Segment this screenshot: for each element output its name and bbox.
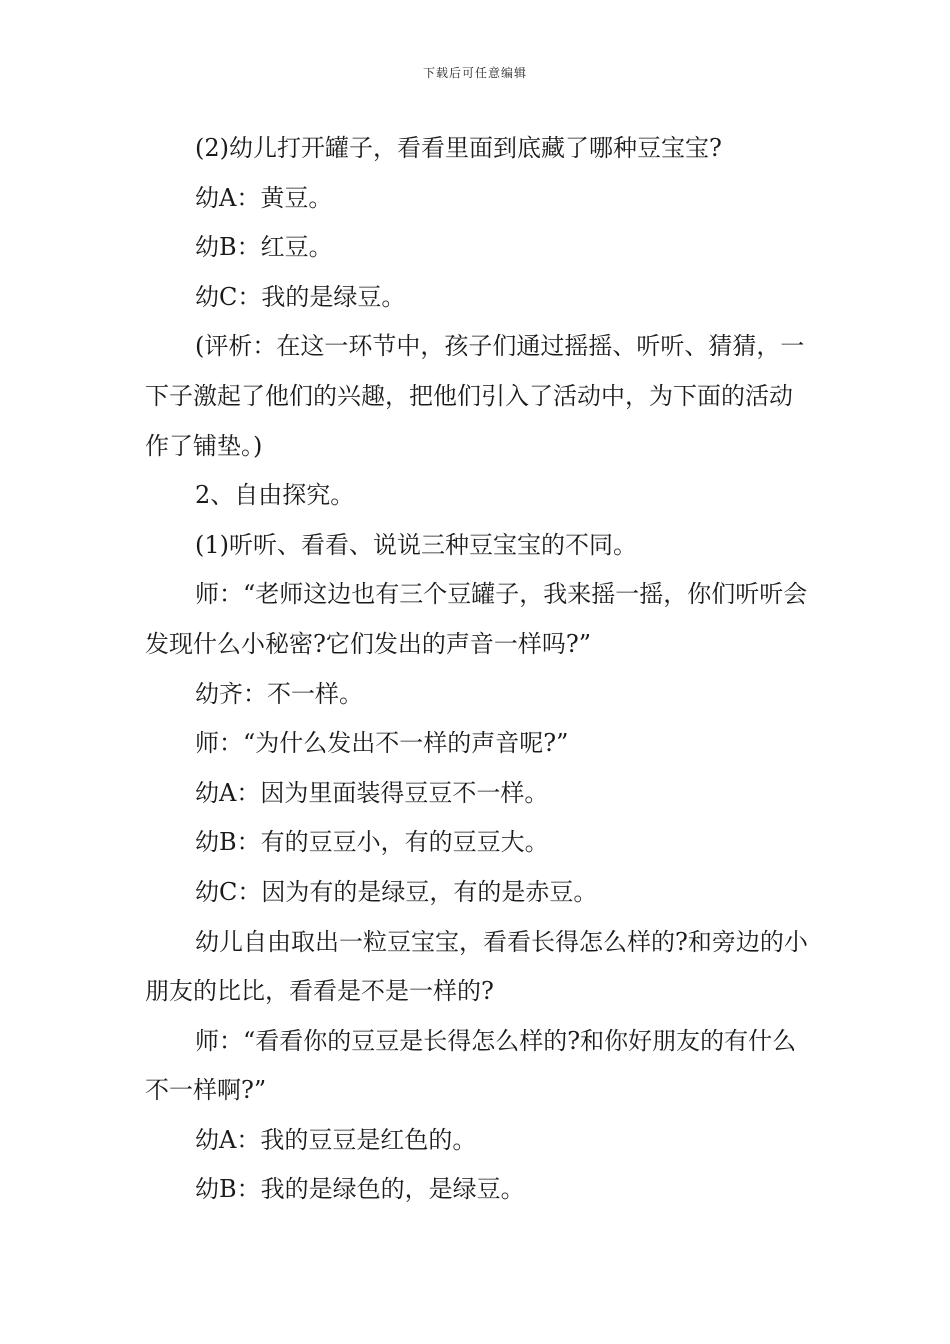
paragraph-13: 幼C：因为有的是绿豆，有的是赤豆。 [195,877,598,906]
paragraph-9: 幼齐：不一样。 [195,679,363,708]
paragraph-11: 幼A：因为里面装得豆豆不一样。 [195,778,549,807]
paragraph-3: 幼B：红豆。 [195,233,333,262]
page-header: 下载后可任意编辑 [422,66,527,80]
paragraph-8: 师：“老师这边也有三个豆罐子，我来摇一摇，你们听听会发现什么小秘密?它们发出的声音一样吗?” [145,580,808,658]
paragraph-6: 2、自由探究。 [195,481,355,510]
paragraph-7: (1)听听、看看、说说三种豆宝宝的不同。 [195,530,637,559]
paragraph-12: 幼B：有的豆豆小，有的豆豆大。 [195,828,549,857]
paragraph-4: 幼C：我的是绿豆。 [195,282,406,311]
paragraph-16: 幼A：我的豆豆是红色的。 [195,1125,477,1154]
paragraph-15: 师：“看看你的豆豆是长得怎么样的?和你好朋友的有什么不一样啊?” [145,1026,797,1105]
paragraph-17: 幼B：我的是绿色的，是绿豆。 [195,1175,525,1204]
paragraph-5: (评析：在这一环节中，孩子们通过摇摇、听听、猜猜，一下子激起了他们的兴趣，把他们引入了活动中，为下面的活动作了铺垫。) [145,332,805,460]
document-body [145,124,815,1215]
paragraph-2: 幼A：黄豆。 [195,183,333,212]
paragraph-14: 幼儿自由取出一粒豆宝宝，看看长得怎么样的?和旁边的小朋友的比比，看看是不是一样的? [145,927,808,1006]
paragraph-10: 师：“为什么发出不一样的声音呢?” [195,729,569,758]
paragraph-1: (2)幼儿打开罐子，看看里面到底藏了哪种豆宝宝? [195,134,722,162]
